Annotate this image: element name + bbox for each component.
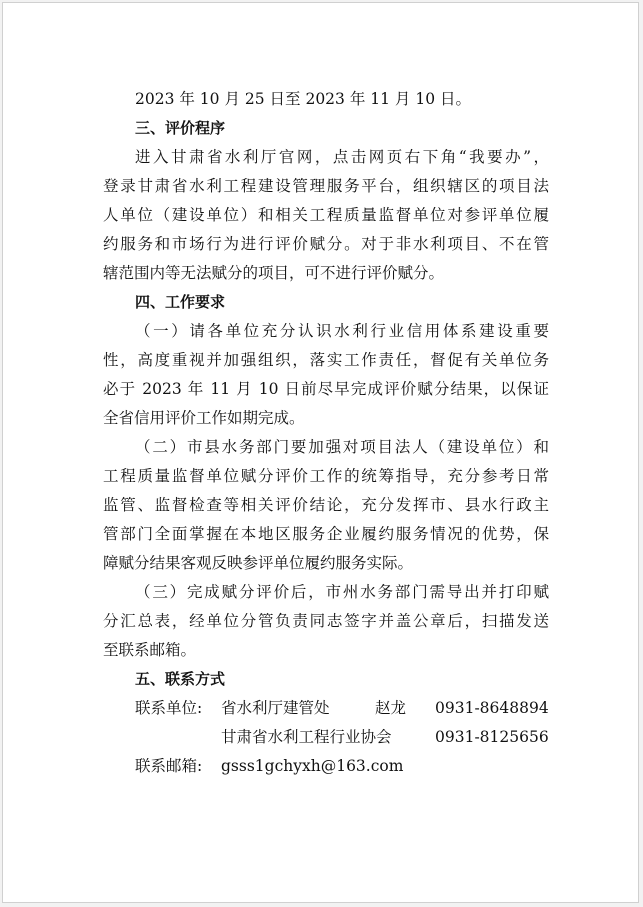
paragraph-line: （三）完成赋分评价后，市州水务部门需导出并打印赋 — [135, 583, 549, 601]
date-range-line: 2023 年 10 月 25 日至 2023 年 11 月 10 日。 — [135, 90, 471, 108]
paragraph-line: 辖范围内等无法赋分的项目，可不进行评价赋分。 — [103, 264, 445, 282]
contact-phone-2: 0931-8125656 — [435, 728, 549, 746]
document-body — [103, 85, 549, 781]
contact-email[interactable]: gsss1gchyxh@163.com — [221, 757, 404, 775]
paragraph-line: 监管、监督检查等相关评价结论，充分发挥市、县水行政主 — [103, 496, 549, 514]
contact-unit-2: 甘肃省水利工程行业协会 — [221, 728, 392, 746]
paragraph-line: 登录甘肃省水利工程建设管理服务平台，组织辖区的项目法 — [103, 177, 549, 195]
paragraph-line: 管部门全面掌握在本地区服务企业履约服务情况的优势，保 — [103, 525, 549, 543]
paragraph-line: 障赋分结果客观反映参评单位履约服务实际。 — [103, 554, 414, 572]
paragraph-line: 分汇总表，经单位分管负责同志签字并盖公章后，扫描发送 — [103, 612, 549, 630]
paragraph-line: （二）市县水务部门要加强对项目法人（建设单位）和 — [135, 438, 549, 456]
section-heading-requirements: 四、工作要求 — [135, 293, 226, 311]
contact-row-1 — [103, 694, 549, 723]
paragraph-line: 工程质量监督单位赋分评价工作的统筹指导，充分参考日常 — [103, 467, 549, 485]
paragraph-line: 进入甘肃省水利厅官网，点击网页右下角“我要办”， — [135, 148, 549, 166]
paragraph-line: 性，高度重视并加强组织，落实工作责任，督促有关单位务 — [103, 351, 549, 369]
contact-row-2 — [103, 723, 549, 752]
paragraph-line: 至联系邮箱。 — [103, 641, 197, 659]
section-heading-procedure: 三、评价程序 — [135, 119, 226, 137]
paragraph-line: 约服务和市场行为进行评价赋分。对于非水利项目、不在管 — [103, 235, 549, 253]
document-page — [2, 2, 639, 903]
contact-row-email — [103, 752, 549, 781]
paragraph-line: 必于 2023 年 11 月 10 日前尽早完成评价赋分结果，以保证 — [103, 380, 549, 398]
section-heading-contact: 五、联系方式 — [135, 670, 226, 688]
paragraph-line: （一）请各单位充分认识水利行业信用体系建设重要 — [135, 322, 549, 340]
contact-phone-1: 0931-8648894 — [435, 699, 549, 717]
paragraph-line: 全省信用评价工作如期完成。 — [103, 409, 305, 427]
contact-person-1: 赵龙 — [375, 699, 407, 717]
paragraph-line: 人单位（建设单位）和相关工程质量监督单位对参评单位履 — [103, 206, 549, 224]
contact-email-label: 联系邮箱: — [135, 757, 203, 775]
contact-unit-1: 省水利厅建管处 — [221, 699, 330, 717]
contact-unit-label: 联系单位: — [135, 699, 203, 717]
